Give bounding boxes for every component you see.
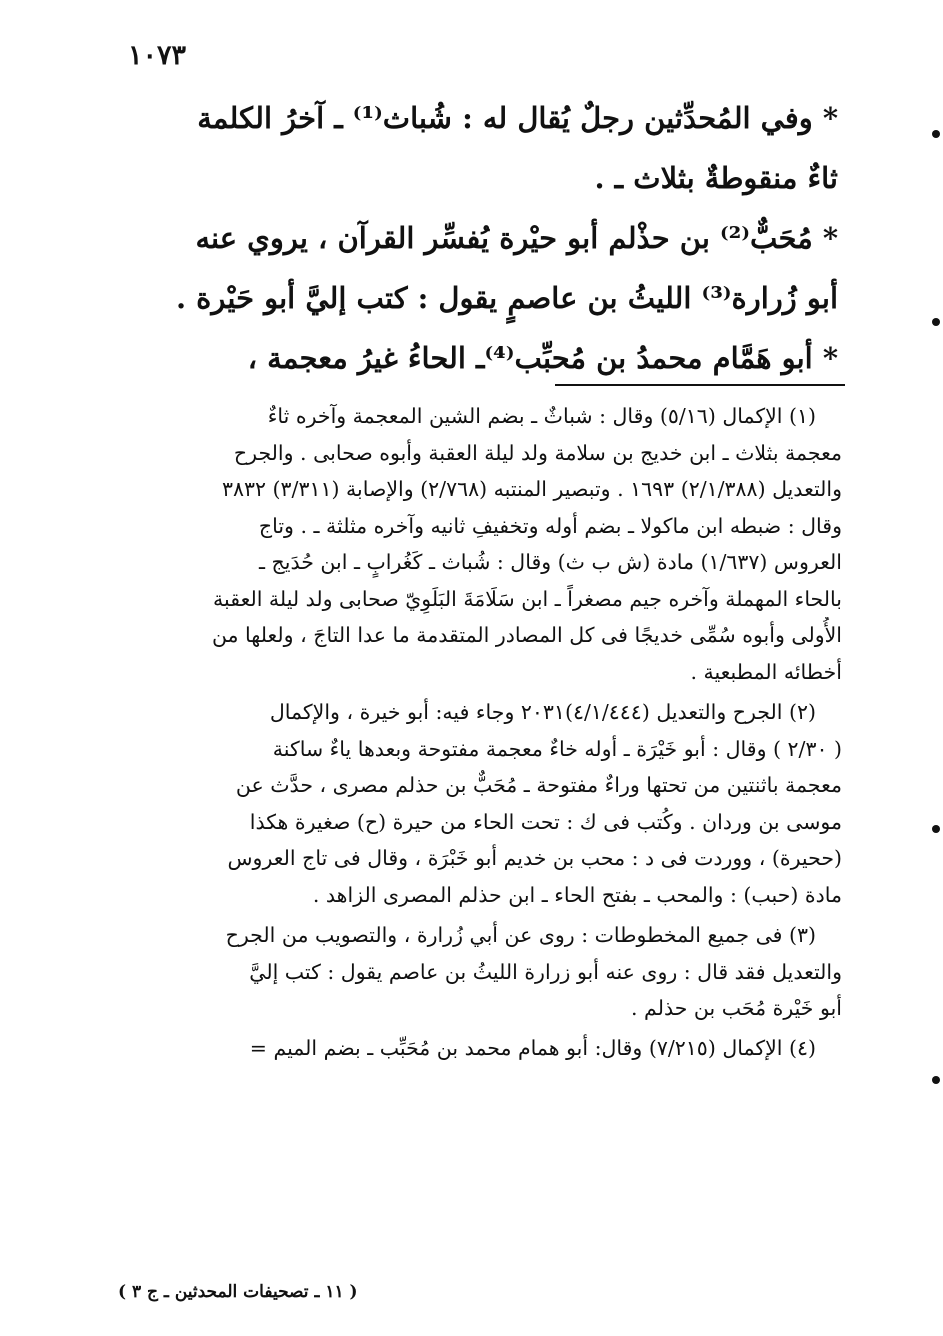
- margin-mark: [932, 318, 940, 326]
- footnote-line: بالحاء المهملة وآخره جيم مصغراً ـ ابن سَلَامَةَ البَلَوِيّ صحابى ولد ليلة العقبة: [213, 586, 842, 611]
- footnote-4: [118, 1031, 842, 1065]
- footnote-line: ( ٢/٣٠ ) وقال : أبو خَيْرَة ـ أوله خاءٌ معجمة مفتوحة وبعدها ياءٌ ساكنة: [272, 736, 842, 761]
- main-text: [118, 88, 838, 388]
- margin-mark: [932, 825, 940, 833]
- footnote-line: (٤) الإكمال (٧/٢١٥) وقال: أبو همام محمد بن مُحَبِّب ـ بضم الميم =: [249, 1035, 816, 1060]
- footnote-3: [118, 917, 842, 1027]
- footnotes: [118, 398, 842, 1069]
- footnote-line: (ححيرة) ، ووردت فى د : محب بن خديم أبو خَبْرَة ، وقال فى تاج العروس: [227, 846, 842, 870]
- running-footer: ( ١١ ـ تصحيفات المحدثين ـ ج ٣ ): [118, 1282, 358, 1302]
- margin-mark: [932, 130, 940, 138]
- footnote-line: مادة (حبب) : والمحب ـ بفتح الحاء ـ ابن حذلم المصرى الزاهد .: [312, 882, 842, 907]
- main-line: ثاءٌ منقوطةٌ بثلاث ـ .: [594, 161, 838, 195]
- margin-mark: [932, 1076, 940, 1084]
- footnote-line: وقال : ضبطه ابن ماكولا ـ بضم أوله وتخفيفِ ثانيه وآخره مثلثة ـ . وتاج: [258, 513, 842, 538]
- main-line: * أبو هَمَّام محمدُ بن مُحبِّب⁽⁴⁾ـ الحاءُ غيرُ معجمة ،: [247, 341, 838, 375]
- footnote-1: [118, 398, 842, 690]
- footnote-line: العروس (١/٦٣٧) مادة (ش ب ث) وقال : شُباث ـ كَغُرابٍ ـ ابن حُدَيج ـ: [259, 550, 842, 574]
- footnote-line: والتعديل (٢/١/٣٨٨) ١٦٩٣ . وتبصير المنتبه (٢/٧٦٨) والإصابة (٣/٣١١) ٣٨٣٢: [221, 477, 842, 501]
- footnote-line: (٢) الجرح والتعديل (٤/١/٤٤٤)٢٠٣١ وجاء فيه: أبو خيرة ، والإكمال: [269, 700, 816, 724]
- footnote-line: أبو خَيْرة مُحَب بن حذلم .: [631, 996, 842, 1020]
- footnote-line: معجمة بثلاث ـ ابن خديج بن سلامة ولد ليلة العقبة وأبوه صحابى . والجرح: [233, 440, 842, 465]
- main-line: أبو زُرارة⁽³⁾ الليثُ بن عاصمٍ يقول : كتب إليَّ أبو حَيْرة .: [175, 281, 838, 315]
- footnote-2: [118, 694, 842, 913]
- footnote-line: (١) الإكمال (٥/١٦) وقال : شباثٌ ـ بضم الشين المعجمة وآخره ثاءٌ: [267, 404, 816, 428]
- footnote-separator: [555, 384, 845, 386]
- main-line: * وفي المُحدِّثين رجلٌ يُقال له : شُباث⁽¹⁾ ـ آخرُ الكلمة: [197, 101, 838, 135]
- footnote-line: والتعديل فقد قال : روى عنه أبو زرارة الليثُ بن عاصم يقول : كتب إليَّ: [249, 959, 842, 984]
- footnote-line: الأُولى وأبوه سُمِّى خديجًا فى كل المصادر المتقدمة ما عدا التاجَ ، ولعلها من: [211, 623, 842, 647]
- footnote-line: معجمة باثنتين من تحتها وراءٌ مفتوحة ـ مُحَبٌّ بن حذلم مصرى ، حدَّث عن: [235, 773, 842, 797]
- footnote-line: (٣) فى جميع المخطوطات : روى عن أبي زُرارة ، والتصويب من الجرح: [225, 923, 816, 947]
- footnote-line: أخطائه المطبعية .: [690, 659, 842, 684]
- main-line: * مُحَبٌّ⁽²⁾ بن حذْلم أبو حيْرة يُفسِّر القرآن ، يروي عنه: [195, 221, 838, 255]
- footnote-line: موسى بن وردان . وكُتب فى ك : تحت الحاء من حيرة (ح) صغيرة هكذا: [249, 809, 842, 834]
- page-number: ١٠٧٣: [128, 40, 187, 71]
